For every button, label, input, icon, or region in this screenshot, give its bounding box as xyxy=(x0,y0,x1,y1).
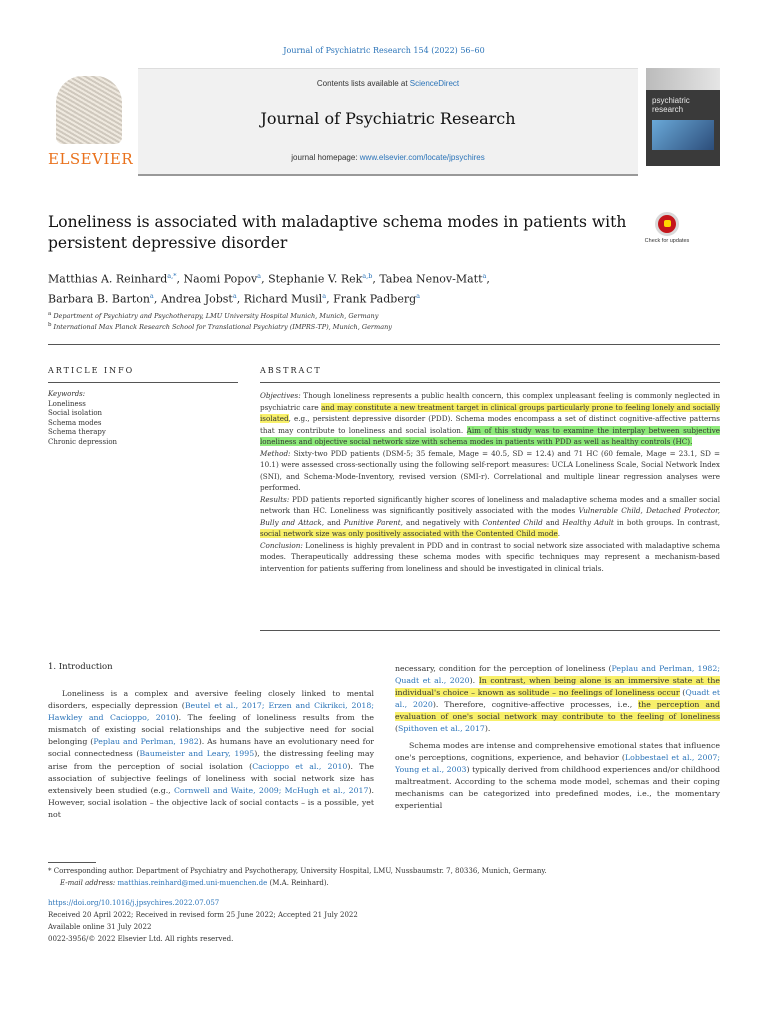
body-text: ). The feeling of loneliness results from the mismatch of existing social relationships and the subjective need for social belonging ( xyxy=(48,713,374,747)
email-suffix: (M.A. Reinhard). xyxy=(267,879,329,887)
abstract-body xyxy=(260,390,720,574)
body-text: ( xyxy=(679,688,686,698)
divider xyxy=(48,344,720,345)
doi-text[interactable]: https://doi.org/10.1016/j.jpsychires.2022.07.057 xyxy=(48,899,220,907)
article-title: Loneliness is associated with maladaptive schema modes in patients with persistent depressive disorder xyxy=(48,213,627,252)
author-name[interactable]: Naomi Popov xyxy=(183,272,258,286)
online-date: Available online 31 July 2022 xyxy=(48,923,152,931)
affiliation-text: International Max Planck Research School for Translational Psychiatry (IMPRS-TP), Munich, Germany xyxy=(53,323,392,332)
journal-banner xyxy=(138,68,638,176)
abstract-heading: ABSTRACT xyxy=(260,366,322,375)
check-updates-icon xyxy=(655,212,679,236)
reference-link[interactable]: Quadt et al., 2020 xyxy=(395,688,720,710)
affiliation-marker: a xyxy=(48,311,52,317)
publisher-name: ELSEVIER xyxy=(48,150,134,168)
author-list xyxy=(48,268,668,307)
body-text: ), the distressing feeling may arise from the perception of social isolation ( xyxy=(48,749,374,771)
body-column-left xyxy=(48,688,374,821)
body-text: Loneliness is a complex and aversive feeling closely linked to mental disorders, especially depression ( xyxy=(48,689,374,711)
conclusion-label: Conclusion: xyxy=(260,540,303,550)
keyword: Schema modes xyxy=(48,418,102,427)
author-affiliation-marker[interactable]: a xyxy=(232,291,237,300)
divider xyxy=(260,382,720,383)
author-affiliation-marker[interactable]: a,* xyxy=(167,272,177,280)
author-affiliation-marker[interactable]: a xyxy=(416,291,421,300)
cover-title: psychiatric research xyxy=(652,96,690,114)
reference-link[interactable]: Peplau and Perlman, 1982; Quadt et al., 2020 xyxy=(395,664,720,686)
section-heading: 1. Introduction xyxy=(48,662,113,672)
abstract-text: PDD patients reported significantly higher scores of loneliness and maladaptive schema modes and a smaller social network than HC. Loneliness was significantly positively associated with the modes xyxy=(260,494,720,515)
body-text: ( xyxy=(395,724,399,734)
body-text: ). Therefore, cognitive-affective processes, i.e., xyxy=(432,700,639,710)
reference-link[interactable]: Peplau and Perlman, 1982 xyxy=(93,737,199,747)
reference-link[interactable]: Cornwell and Waite, 2009; McHugh et al., 2017 xyxy=(173,785,369,795)
elsevier-tree-icon xyxy=(56,76,122,144)
schema-mode-names: Punitive Parent, xyxy=(343,517,403,527)
author-name[interactable]: Richard Musil xyxy=(243,292,323,306)
cover-banner xyxy=(646,68,720,90)
keyword: Chronic depression xyxy=(48,437,118,446)
paragraph xyxy=(395,663,720,736)
abstract-text: , e.g., persistent depressive disorder (PDD). Schema modes encompass a set of distinct cognitive-affective patterns that may contribute to loneliness and social isolation. xyxy=(260,414,720,435)
journal-header xyxy=(48,68,720,176)
abstract-results xyxy=(260,494,720,540)
body-text: ). However, social isolation – the objective lack of social contacts – is a possible, yet not xyxy=(48,785,374,819)
paragraph xyxy=(48,688,374,821)
author-name[interactable]: Matthias A. Reinhard xyxy=(48,272,168,286)
author-separator: , xyxy=(372,272,380,286)
abstract-text: Sixty-two PDD patients (DSM-5; 35 female, Mage = 40.5, SD = 12.4) and 71 HC (60 female, Mage = 23.1, SD = 10.1) were assessed cross-sectionally using the following self-report measures: UCLA Loneliness Scale, Social Network Index (SNI), and Schema-Mode-Inventory, revised version (SMI-r). Correlational and multiple linear regression analyses were performed. xyxy=(260,448,720,492)
divider xyxy=(48,382,238,383)
author-line xyxy=(48,268,668,288)
abstract-text: and negatively with xyxy=(402,517,483,527)
objectives-label: Objectives: xyxy=(260,391,301,400)
reference-link[interactable]: Lobbestael et al., 2007; Young et al., 2003 xyxy=(395,752,720,774)
body-text: ). The association of subjective feelings of loneliness with social network size has extensively been studied (e.g., xyxy=(48,761,374,795)
author-separator: , xyxy=(261,272,269,286)
body-text: ). xyxy=(484,724,491,734)
method-label: Method: xyxy=(260,448,291,458)
results-label: Results: xyxy=(260,494,290,504)
abstract-text: in both groups. In contrast, xyxy=(613,517,721,527)
author-separator: , xyxy=(236,292,244,306)
journal-cover[interactable] xyxy=(646,68,720,166)
reference-link[interactable]: Beutel et al., 2017; Erzen and Cikrikci, 2018; Hawkley and Cacioppo, 2010 xyxy=(48,701,374,723)
body-text: Schema modes are intense and comprehensive emotional states that influence one's perceptions, cognitions, experience, and behavior ( xyxy=(395,740,720,762)
highlight-yellow[interactable]: social network size was only positively associated with the Contented Child mode xyxy=(260,529,558,538)
keywords-label: Keywords: xyxy=(48,390,86,398)
keyword: Social isolation xyxy=(48,409,103,418)
keyword: Loneliness xyxy=(48,399,86,408)
check-updates-label: Check for updates xyxy=(644,238,690,244)
abstract-text: . xyxy=(557,529,561,538)
schema-mode-names: Contented Child xyxy=(482,517,543,527)
author-affiliation-marker[interactable]: a xyxy=(149,291,154,300)
author-line xyxy=(48,288,668,308)
author-affiliation-marker[interactable]: a,b xyxy=(362,272,373,280)
abstract-method xyxy=(260,448,720,494)
author-separator: , xyxy=(176,272,184,286)
reference-link[interactable]: Spithoven et al., 2017 xyxy=(398,724,485,734)
footnote-divider xyxy=(48,862,96,863)
author-name[interactable]: Stephanie V. Rek xyxy=(268,272,363,286)
article-info-heading: ARTICLE INFO xyxy=(48,366,135,375)
highlight-green[interactable]: Aim of this study was to examine the interplay between subjective loneliness and objective social network size with schema modes in patients with PDD as well as healthy controls (HC). xyxy=(260,425,721,446)
affiliation xyxy=(48,322,668,331)
schema-mode-names: Healthy Adult xyxy=(562,517,614,527)
doi-link[interactable] xyxy=(48,898,728,909)
corresponding-author-note: * Corresponding author. Department of Psychiatry and Psychotherapy, University Hospital, LMU, Nussbaumstr. 7, 80336, Munich, Germany. xyxy=(48,867,547,875)
abstract-text: and xyxy=(542,517,563,527)
elsevier-logo[interactable] xyxy=(48,76,134,168)
author-name[interactable]: Tabea Nenov-Matt xyxy=(379,272,483,286)
author-name[interactable]: Frank Padberg xyxy=(333,292,417,306)
abstract-text: and xyxy=(324,517,344,527)
email-link[interactable]: matthias.reinhard@med.uni-muenchen.de xyxy=(117,879,268,887)
body-text: ). As humans have an evolutionary need for social connectedness ( xyxy=(48,737,374,759)
author-separator: , xyxy=(153,292,161,306)
author-affiliation-marker[interactable]: a xyxy=(482,272,487,280)
author-affiliation-marker[interactable]: a xyxy=(257,272,262,280)
body-text: ). xyxy=(469,676,479,686)
keyword: Schema therapy xyxy=(48,428,106,437)
affiliation-text: Department of Psychiatry and Psychotherapy, LMU University Hospital Munich, Munich, Germany xyxy=(53,312,379,321)
affiliation xyxy=(48,311,668,320)
abstract-text: Though loneliness represents a public health concern, this complex unpleasant feeling is commonly neglected in psychiatric care xyxy=(260,391,720,412)
highlight-yellow[interactable]: and may constitute a new treatment target in clinical groups particularly prone to feeling lonely and socially isolated xyxy=(260,402,720,423)
contents-line xyxy=(138,79,638,88)
email-label: E-mail address: xyxy=(60,879,116,887)
affiliation-marker: b xyxy=(48,322,52,328)
homepage-prefix: journal homepage: xyxy=(291,153,360,162)
journal-citation[interactable]: Journal of Psychiatric Research 154 (2022) 56–60 xyxy=(283,46,485,55)
body-column-right xyxy=(395,663,720,812)
abstract-conclusion xyxy=(260,540,720,575)
email-note xyxy=(48,878,728,889)
author-name[interactable]: Barbara B. Barton xyxy=(48,292,150,306)
keywords-block xyxy=(48,390,238,448)
body-text: necessary, condition for the perception of loneliness ( xyxy=(395,664,612,673)
abstract-text: Loneliness is highly prevalent in PDD and in contrast to social network size associated with maladaptive schema modes. Therapeutically addressing these schema modes with specific techniques may represent a mechanism-based intervention for patients suffering from loneliness and should be investigated in clinical trials. xyxy=(260,540,720,573)
journal-name: Journal of Psychiatric Research xyxy=(260,109,516,128)
body-text: ) typically derived from childhood experiences and/or childhood maltreatment. According to the schema mode model, schemas and their coping mechanisms can be categorized into predefined modes, i.e., the momentary experiential xyxy=(395,764,720,811)
copyright: 0022-3956/© 2022 Elsevier Ltd. All rights reserved. xyxy=(48,935,234,943)
author-separator: , xyxy=(486,272,490,286)
author-affiliation-marker[interactable]: a xyxy=(322,291,327,300)
author-name[interactable]: Andrea Jobst xyxy=(160,292,233,306)
reference-link[interactable]: Cacioppo et al., 2010 xyxy=(252,761,348,771)
check-for-updates-button[interactable] xyxy=(644,212,690,256)
highlight-yellow[interactable]: the perception and evaluation of one's social network may contribute to the feeling of loneliness xyxy=(395,700,720,722)
homepage-line xyxy=(138,153,638,162)
received-dates: Received 20 April 2022; Received in revised form 25 June 2022; Accepted 21 July 2022 xyxy=(48,911,358,919)
schema-mode-names: Vulnerable Child, Detached Protector, Bully and Attack, xyxy=(260,506,720,527)
divider xyxy=(260,630,720,631)
paragraph xyxy=(395,740,720,813)
abstract-objectives xyxy=(260,390,720,448)
cover-art xyxy=(652,120,714,150)
sciencedirect-link[interactable]: ScienceDirect xyxy=(409,79,460,88)
author-separator: , xyxy=(326,292,334,306)
reference-link[interactable]: Baumeister and Leary, 1995 xyxy=(139,749,255,759)
highlight-yellow[interactable]: In contrast, when being alone is an immersive state at the individual's choice – known as solitude – no feelings of loneliness occur xyxy=(395,676,720,698)
homepage-link[interactable]: www.elsevier.com/locate/jpsychires xyxy=(359,153,485,162)
contents-prefix: Contents lists available at xyxy=(316,79,410,88)
